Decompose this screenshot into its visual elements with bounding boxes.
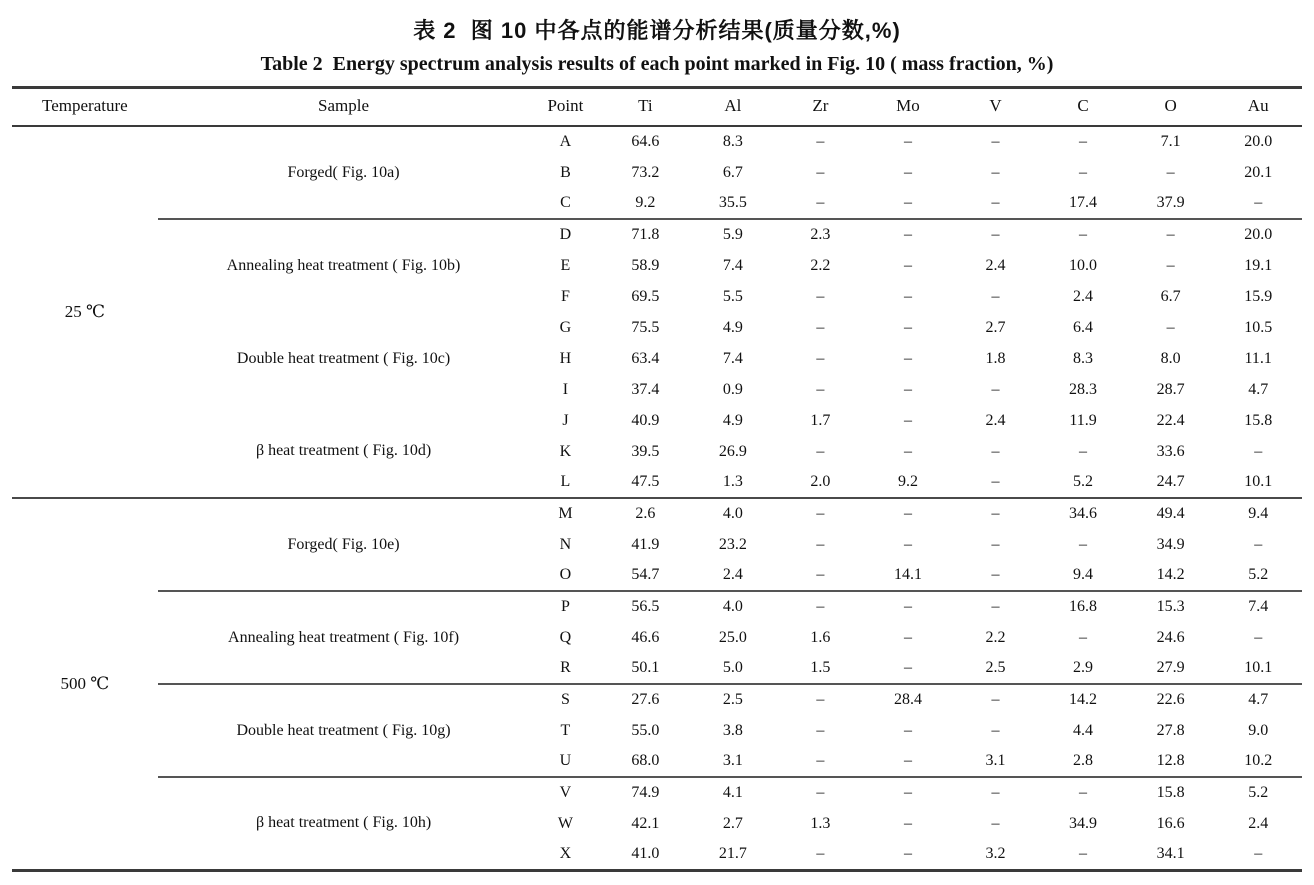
value-cell-ti: 74.9 (602, 777, 690, 808)
value-cell-au: 9.4 (1214, 498, 1302, 529)
value-cell-o: 37.9 (1156, 194, 1185, 211)
value-cell-c: 5.2 (1073, 473, 1094, 490)
value-cell-ti: 68.0 (631, 752, 660, 769)
value-cell-o: 27.9 (1156, 659, 1185, 676)
value-cell-ti: 37.4 (631, 380, 660, 398)
value-cell-zr: – (777, 498, 865, 529)
value-cell-au: 10.1 (1244, 473, 1273, 490)
table-row-point-a (12, 126, 1302, 157)
value-cell-zr: – (816, 566, 825, 583)
table-row-point-s (12, 684, 1302, 715)
value-cell-ti: 56.5 (602, 591, 690, 622)
value-cell-au: – (1254, 628, 1263, 646)
value-cell-al: 4.1 (689, 777, 777, 808)
value-cell-mo: – (903, 442, 912, 460)
table-body (12, 126, 1302, 870)
value-cell-al: 21.7 (718, 844, 747, 862)
value-cell-al: 1.3 (722, 473, 743, 490)
value-cell-mo: 28.4 (864, 684, 952, 715)
value-cell-al: 2.4 (722, 566, 743, 583)
temperature-cell: 500 ℃ (12, 498, 158, 870)
point-cell: A (559, 133, 572, 150)
value-cell-mo: – (903, 318, 912, 336)
point-cell: P (529, 591, 601, 622)
value-cell-zr: – (816, 721, 825, 739)
value-cell-au: 20.0 (1214, 219, 1302, 250)
value-cell-zr: – (816, 844, 825, 862)
value-cell-v: 2.2 (985, 628, 1006, 646)
value-cell-v: – (991, 194, 1000, 211)
value-cell-au: 4.7 (1214, 684, 1302, 715)
value-cell-ti: 9.2 (635, 194, 656, 211)
table-row-point-v (12, 777, 1302, 808)
point-cell: J (562, 411, 569, 429)
value-cell-c: 17.4 (1069, 194, 1098, 211)
value-cell-mo: – (864, 777, 952, 808)
point-cell: L (560, 473, 571, 490)
value-cell-c: 9.4 (1073, 566, 1094, 583)
sample-cell: β heat treatment ( Fig. 10d) (255, 442, 432, 459)
value-cell-zr: 1.7 (810, 411, 831, 429)
point-cell: Q (559, 628, 572, 646)
value-cell-au: 9.0 (1248, 721, 1269, 739)
value-cell-ti: 54.7 (631, 566, 660, 583)
sample-cell: Double heat treatment ( Fig. 10g) (158, 684, 530, 777)
value-cell-ti: 64.6 (631, 133, 660, 150)
value-cell-ti: 39.5 (631, 442, 660, 460)
value-cell-ti: 50.1 (631, 659, 660, 676)
sample-cell: Forged( Fig. 10a) (287, 163, 400, 181)
value-cell-c: 2.9 (1073, 659, 1094, 676)
value-cell-zr: – (816, 752, 825, 769)
value-cell-zr: – (777, 591, 865, 622)
value-cell-ti: 46.6 (631, 628, 660, 646)
value-cell-o: 12.8 (1156, 752, 1185, 769)
point-cell: G (559, 318, 572, 336)
value-cell-al: 4.0 (689, 591, 777, 622)
point-cell: X (559, 844, 572, 862)
value-cell-al: 5.5 (722, 287, 743, 305)
value-cell-o: 28.7 (1156, 380, 1185, 398)
header-row (12, 88, 1302, 127)
value-cell-o: 15.3 (1127, 591, 1215, 622)
value-cell-mo: – (864, 219, 952, 250)
value-cell-v: – (991, 163, 1000, 181)
value-cell-ti: 27.6 (602, 684, 690, 715)
table-row-point-g (12, 312, 1302, 343)
point-cell: M (529, 498, 601, 529)
value-cell-au: – (1254, 442, 1263, 460)
value-cell-c: 34.9 (1069, 814, 1098, 832)
value-cell-mo: – (903, 194, 912, 211)
value-cell-c: 11.9 (1069, 411, 1097, 429)
value-cell-c: – (1079, 535, 1088, 553)
value-cell-ti: 41.0 (631, 844, 660, 862)
value-cell-c: 28.3 (1069, 380, 1098, 398)
value-cell-ti: 41.9 (631, 535, 660, 553)
value-cell-v: – (991, 380, 1000, 398)
value-cell-v: – (991, 566, 1000, 583)
value-cell-v: 3.2 (985, 844, 1006, 862)
value-cell-ti: 69.5 (631, 287, 660, 305)
value-cell-zr: 2.3 (777, 219, 865, 250)
value-cell-al: 5.0 (722, 659, 743, 676)
value-cell-c: – (1079, 844, 1088, 862)
value-cell-o: 33.6 (1156, 442, 1185, 460)
value-cell-zr: 1.6 (810, 628, 831, 646)
value-cell-o: 16.6 (1156, 814, 1185, 832)
value-cell-au: 10.1 (1244, 659, 1273, 676)
table-title-chinese: 表 2 图 10 中各点的能谱分析结果(质量分数,%) (413, 18, 901, 43)
point-cell: W (557, 814, 573, 832)
value-cell-mo: – (903, 721, 912, 739)
value-cell-zr: 1.5 (810, 659, 831, 676)
point-cell: E (560, 256, 571, 274)
point-cell: B (560, 163, 571, 181)
value-cell-zr: 2.0 (810, 473, 831, 490)
value-cell-zr: – (816, 318, 825, 336)
value-cell-o: 22.6 (1127, 684, 1215, 715)
value-cell-v: 1.8 (985, 349, 1006, 367)
value-cell-ti: 40.9 (631, 411, 660, 429)
column-header-o: O (1127, 88, 1215, 127)
value-cell-mo: – (903, 411, 912, 429)
value-cell-v: – (952, 219, 1040, 250)
value-cell-v: 2.4 (985, 411, 1006, 429)
column-header-sample: Sample (158, 88, 530, 127)
value-cell-al: 0.9 (722, 380, 743, 398)
value-cell-mo: 14.1 (893, 566, 922, 583)
energy-spectrum-table (12, 86, 1302, 872)
sample-cell: Double heat treatment ( Fig. 10c) (236, 349, 451, 367)
point-cell: T (560, 721, 571, 739)
value-cell-v: 3.1 (985, 752, 1006, 769)
value-cell-mo: – (903, 256, 912, 274)
column-header-c: C (1039, 88, 1127, 127)
value-cell-au: 7.4 (1214, 591, 1302, 622)
value-cell-mo: – (864, 591, 952, 622)
value-cell-al: 35.5 (718, 194, 747, 211)
value-cell-v: – (991, 721, 1000, 739)
value-cell-zr: 2.2 (810, 256, 831, 274)
value-cell-c: 4.4 (1073, 721, 1094, 739)
value-cell-c: – (1079, 163, 1088, 181)
value-cell-au: 4.7 (1248, 380, 1269, 398)
value-cell-o: 7.1 (1160, 133, 1181, 150)
value-cell-mo: – (903, 287, 912, 305)
value-cell-zr: – (816, 287, 825, 305)
column-header-zr: Zr (777, 88, 865, 127)
value-cell-v: 2.4 (985, 256, 1006, 274)
value-cell-v: – (991, 442, 1000, 460)
value-cell-o: 14.2 (1156, 566, 1185, 583)
value-cell-v: – (991, 535, 1000, 553)
value-cell-c: – (1039, 219, 1127, 250)
value-cell-c: 16.8 (1039, 591, 1127, 622)
column-header-v: V (952, 88, 1040, 127)
table-row-point-j (12, 405, 1302, 436)
value-cell-al: 23.2 (718, 535, 747, 553)
value-cell-v: – (952, 684, 1040, 715)
value-cell-al: 2.5 (689, 684, 777, 715)
value-cell-o: 6.7 (1160, 287, 1181, 305)
column-header-temperature: Temperature (12, 88, 158, 127)
value-cell-au: 10.2 (1244, 752, 1273, 769)
value-cell-mo: – (903, 814, 912, 832)
value-cell-ti: 2.6 (602, 498, 690, 529)
table-header (12, 88, 1302, 127)
value-cell-mo: – (903, 628, 912, 646)
value-cell-v: 2.5 (985, 659, 1006, 676)
value-cell-mo: – (903, 380, 912, 398)
value-cell-c: – (1079, 133, 1088, 150)
column-header-al: Al (689, 88, 777, 127)
point-cell: H (559, 349, 572, 367)
value-cell-ti: 55.0 (631, 721, 660, 739)
value-cell-v: – (952, 777, 1040, 808)
value-cell-o: 24.6 (1156, 628, 1185, 646)
value-cell-o: 49.4 (1127, 498, 1215, 529)
value-cell-c: – (1039, 777, 1127, 808)
value-cell-v: – (952, 498, 1040, 529)
value-cell-o: 34.1 (1156, 844, 1185, 862)
value-cell-c: 8.3 (1073, 349, 1094, 367)
value-cell-c: 2.8 (1073, 752, 1094, 769)
value-cell-mo: – (903, 659, 912, 676)
value-cell-al: 6.7 (722, 163, 743, 181)
value-cell-c: 14.2 (1039, 684, 1127, 715)
value-cell-o: 15.8 (1127, 777, 1215, 808)
value-cell-al: 26.9 (718, 442, 747, 460)
value-cell-v: – (991, 814, 1000, 832)
value-cell-mo: – (864, 498, 952, 529)
value-cell-zr: – (816, 133, 825, 150)
value-cell-o: 22.4 (1156, 411, 1185, 429)
value-cell-mo: 9.2 (897, 473, 918, 490)
column-header-ti: Ti (602, 88, 690, 127)
point-cell: I (562, 380, 569, 398)
value-cell-v: – (991, 133, 1000, 150)
value-cell-zr: – (816, 442, 825, 460)
point-cell: U (559, 752, 572, 769)
point-cell: O (559, 566, 572, 583)
point-cell: C (560, 194, 571, 211)
value-cell-zr: – (816, 535, 825, 553)
value-cell-o: 27.8 (1156, 721, 1185, 739)
value-cell-c: 10.0 (1069, 256, 1098, 274)
value-cell-c: 6.4 (1073, 318, 1094, 336)
value-cell-o: – (1166, 163, 1175, 181)
value-cell-zr: – (816, 380, 825, 398)
sample-cell: Annealing heat treatment ( Fig. 10f) (158, 591, 530, 684)
value-cell-al: 3.1 (722, 752, 743, 769)
value-cell-au: 20.1 (1244, 163, 1273, 181)
sample-cell: β heat treatment ( Fig. 10h) (158, 777, 530, 870)
value-cell-al: 8.3 (722, 133, 743, 150)
value-cell-mo: – (903, 133, 912, 150)
value-cell-au: 15.9 (1244, 287, 1273, 305)
value-cell-ti: 42.1 (631, 814, 660, 832)
value-cell-au: 15.8 (1244, 411, 1273, 429)
value-cell-mo: – (903, 349, 912, 367)
table-title-english: Table 2 Energy spectrum analysis results of each point marked in Fig. 10 ( mass fraction, %) (260, 53, 1054, 75)
point-cell: F (560, 287, 570, 305)
table-row-point-d (12, 219, 1302, 250)
value-cell-c: 34.6 (1039, 498, 1127, 529)
column-header-mo: Mo (864, 88, 952, 127)
value-cell-v: 2.7 (985, 318, 1006, 336)
point-cell: V (529, 777, 601, 808)
point-cell: R (560, 659, 571, 676)
value-cell-ti: 73.2 (631, 163, 660, 181)
value-cell-zr: 1.3 (810, 814, 831, 832)
temperature-cell: 25 ℃ (64, 302, 106, 321)
value-cell-zr: – (816, 349, 825, 367)
point-cell: D (529, 219, 601, 250)
value-cell-al: 4.9 (722, 411, 743, 429)
value-cell-c: – (1079, 628, 1088, 646)
value-cell-al: 7.4 (722, 256, 743, 274)
value-cell-v: – (991, 287, 1000, 305)
value-cell-c: 2.4 (1073, 287, 1094, 305)
value-cell-al: 3.8 (722, 721, 743, 739)
value-cell-mo: – (903, 163, 912, 181)
value-cell-mo: – (903, 752, 912, 769)
value-cell-al: 2.7 (722, 814, 743, 832)
value-cell-mo: – (903, 535, 912, 553)
value-cell-al: 4.9 (722, 318, 743, 336)
value-cell-au: – (1254, 194, 1263, 211)
value-cell-o: – (1127, 219, 1215, 250)
table-row-point-m (12, 498, 1302, 529)
point-cell: S (529, 684, 601, 715)
value-cell-ti: 71.8 (602, 219, 690, 250)
value-cell-zr: – (777, 684, 865, 715)
value-cell-ti: 58.9 (631, 256, 660, 274)
column-header-au: Au (1214, 88, 1302, 127)
sample-cell: Forged( Fig. 10e) (158, 498, 530, 591)
value-cell-o: 24.7 (1156, 473, 1185, 490)
value-cell-au: 20.0 (1244, 133, 1273, 150)
table-row-point-p (12, 591, 1302, 622)
value-cell-al: 4.0 (689, 498, 777, 529)
value-cell-au: 5.2 (1214, 777, 1302, 808)
sample-cell: Annealing heat treatment ( Fig. 10b) (158, 219, 530, 312)
point-cell: N (559, 535, 572, 553)
point-cell: K (559, 442, 572, 460)
value-cell-au: – (1254, 844, 1263, 862)
value-cell-ti: 63.4 (631, 349, 660, 367)
value-cell-ti: 75.5 (631, 318, 660, 336)
value-cell-o: – (1166, 318, 1175, 336)
value-cell-au: 2.4 (1248, 814, 1269, 832)
value-cell-v: – (952, 591, 1040, 622)
value-cell-au: 10.5 (1244, 318, 1273, 336)
value-cell-o: 8.0 (1160, 349, 1181, 367)
value-cell-al: 25.0 (718, 628, 747, 646)
value-cell-au: 5.2 (1248, 566, 1269, 583)
value-cell-c: – (1079, 442, 1088, 460)
value-cell-o: 34.9 (1156, 535, 1185, 553)
value-cell-zr: – (816, 194, 825, 211)
value-cell-au: 19.1 (1244, 256, 1273, 274)
value-cell-mo: – (903, 844, 912, 862)
value-cell-ti: 47.5 (631, 473, 660, 490)
value-cell-v: – (991, 473, 1000, 490)
column-header-point: Point (529, 88, 601, 127)
value-cell-al: 7.4 (722, 349, 743, 367)
value-cell-o: – (1166, 256, 1175, 274)
value-cell-au: – (1254, 535, 1263, 553)
value-cell-au: 11.1 (1244, 349, 1272, 367)
value-cell-zr: – (816, 163, 825, 181)
value-cell-al: 5.9 (689, 219, 777, 250)
value-cell-zr: – (777, 777, 865, 808)
